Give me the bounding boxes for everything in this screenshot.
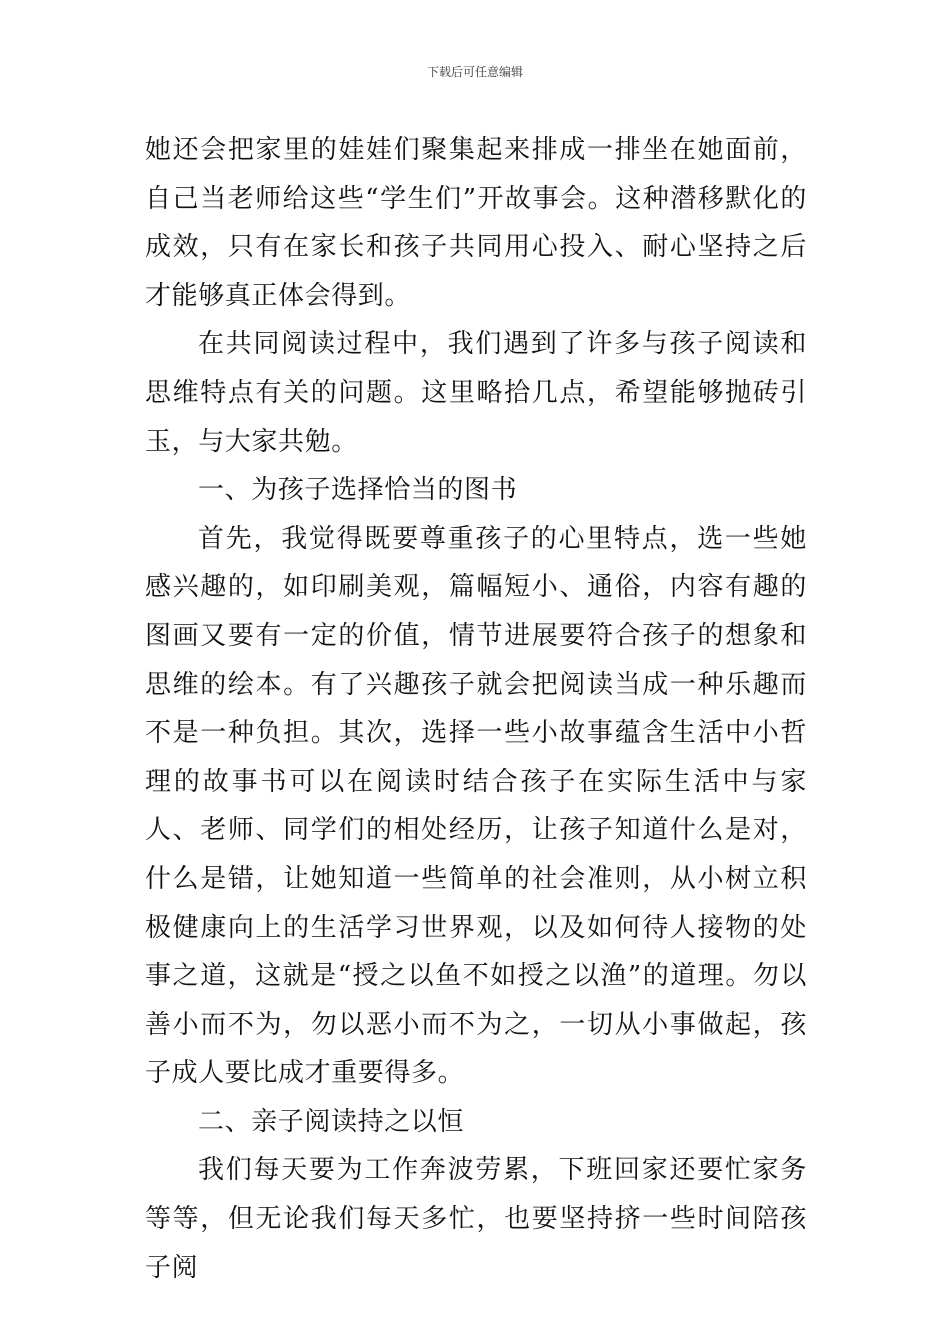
section-heading-persistence: 二、亲子阅读持之以恒 [198, 1106, 465, 1137]
paragraph-continuation: 她还会把家里的娃娃们聚集起来排成一排坐在她面前，自己当老师给这些“学生们”开故事会。这种潜移默化的成效，只有在家长和孩子共同用心投入、耐心坚持之后才能够真正体会得到。 [145, 135, 807, 311]
paragraph-persistence: 我们每天要为工作奔波劳累，下班回家还要忙家务等等，但无论我们每天多忙，也要坚持挤一些时间陪孩子阅 [145, 1155, 807, 1283]
paragraph-reading-problems: 在共同阅读过程中，我们遇到了许多与孩子阅读和思维特点有关的问题。这里略拾几点，希望能够抛砖引玉，与大家共勉。 [145, 329, 807, 457]
page-header: 下载后可任意编辑 [426, 65, 523, 79]
section-heading-choose-books: 一、为孩子选择恰当的图书 [198, 475, 518, 506]
paragraph-choose-books: 首先，我觉得既要尊重孩子的心里特点，选一些她感兴趣的，如印刷美观，篇幅短小、通俗，内容有趣的图画又要有一定的价值，情节进展要符合孩子的想象和思维的绘本。有了兴趣孩子就会把阅读当成一种乐趣而不是一种负担。其次，选择一些小故事蕴含生活中小哲理的故事书可以在阅读时结合孩子在实际生活中与家人、老师、同学们的相处经历，让孩子知道什么是对，什么是错，让她知道一些简单的社会准则，从小树立积极健康向上的生活学习世界观，以及如何待人接物的处事之道，这就是“授之以鱼不如授之以渔”的道理。勿以善小而不为，勿以恶小而不为之，一切从小事做起，孩子成人要比成才重要得多。 [145, 523, 807, 1089]
document-body [145, 126, 807, 1292]
